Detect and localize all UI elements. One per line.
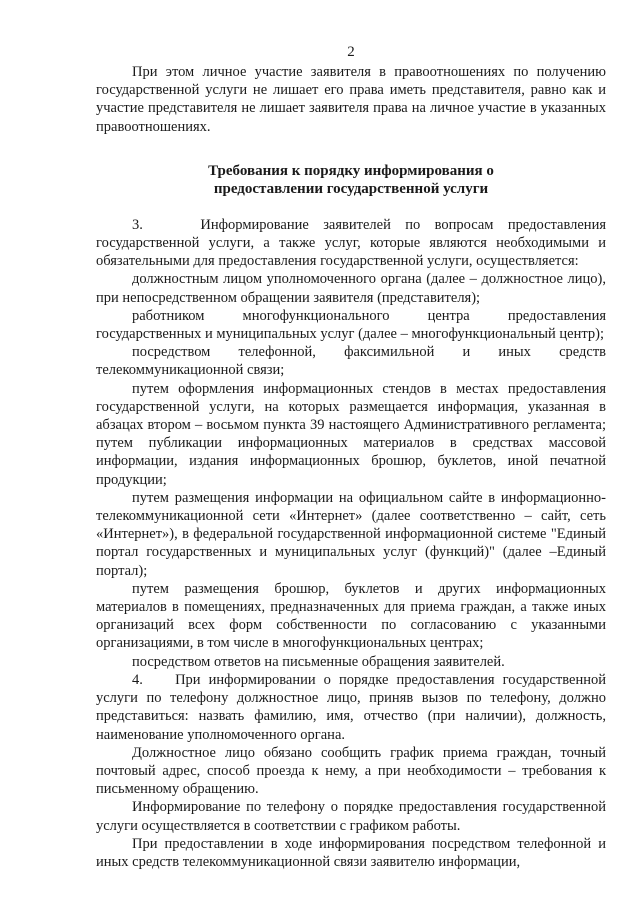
paragraph-mfc-worker: работником многофункционального центра предоставления государственных и муниципальных услуг (далее – многофункциональный центр); (96, 307, 606, 343)
section-heading-line-1: Требования к порядку информирования о (208, 162, 494, 179)
paragraph-written-replies: посредством ответов на письменные обращения заявителей. (132, 653, 505, 670)
paragraph-telecom: посредством телефонной, факсимильной и иных средств телекоммуникационной связи; (96, 344, 606, 379)
section-heading (96, 162, 606, 198)
paragraph-phone-info: Информирование по телефону о порядке предоставления государственной услуги осуществляется в соответствии с графиком работы. (96, 799, 606, 834)
intro-paragraph: При этом личное участие заявителя в правоотношениях по получению государственной услуги не лишает его права иметь представителя, равно как и участие представителя не лишает заявителя права на личное участие в указанных правоотношениях. (96, 64, 606, 135)
paragraph-3: 3. Информирование заявителей по вопросам предоставления государственной услуги, а также услуг, которые являются необходимыми и обязательными для предоставления государственной услуги, осуществляется: (96, 216, 606, 270)
paragraph-website: путем размещения информации на официальном сайте в информационно- телекоммуникационной сети «Интернет» (далее соответственно – сайт, сеть «Интернет»), в федеральной государственной информационной системе "Единый портал государственных и муниципальных услуг (функций)" (далее –Единый портал); (96, 489, 606, 579)
paragraph-schedule: Должностное лицо обязано сообщить график приема граждан, точный почтовый адрес, способ проезда к нему, а при необходимости – требования к письменному обращению. (96, 744, 606, 798)
paragraph-stands: путем оформления информационных стендов в местах предоставления государственной услуги, на которых размещается информация, указанная в абзацах втором – восьмом пункта 39 настоящего Административного регламента; путем публикации информационных материалов в средствах массовой информации, издания информационных брошюр, буклетов, иной печатной продукции; (96, 380, 606, 488)
paragraph-telecom-info: При предоставлении в ходе информирования посредством телефонной и иных средств телекоммуникационной связи заявителю информации, (96, 835, 606, 870)
paragraph-4: 4. При информировании о порядке предоставления государственной услуги по телефону должностное лицо, приняв вызов по телефону, должно представиться: назвать фамилию, имя, отчество (при наличии), должность, наименование уполномоченного органа. (96, 671, 606, 743)
paragraph-brochures: путем размещения брошюр, буклетов и других информационных материалов в помещениях, предназначенных для приема граждан, а также иных организаций всех форм собственности по согласованию с указанными организациями, в том числе в многофункциональных центрах; (96, 580, 606, 652)
section-heading-line-2: предоставлении государственной услуги (213, 180, 489, 197)
paragraph-official: должностным лицом уполномоченного органа (далее – должностное лицо), при непосредственном обращении заявителя (представителя); (96, 271, 606, 306)
page-number: 2 (347, 44, 355, 60)
